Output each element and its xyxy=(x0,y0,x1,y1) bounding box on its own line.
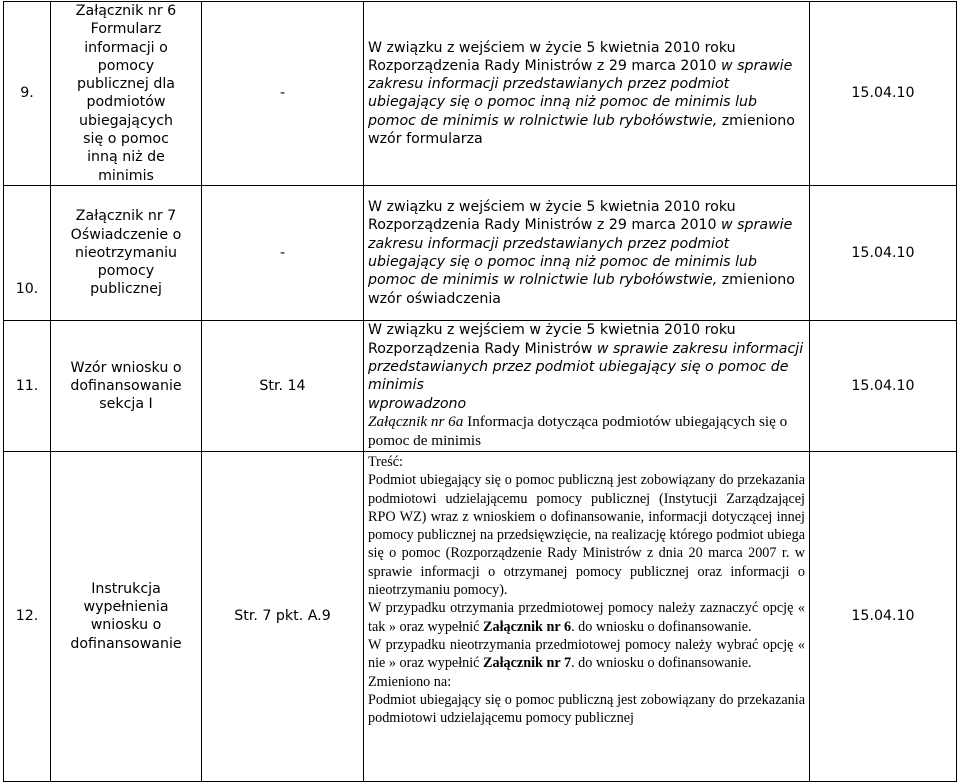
change-date: 15.04.10 xyxy=(810,185,957,320)
document-name: Wzór wniosku o dofinansowanie sekcja I xyxy=(51,320,202,451)
row-number: 12. xyxy=(4,451,51,781)
table-row xyxy=(4,2,957,186)
change-description: W związku z wejściem w życie 5 kwietnia 2010 roku Rozporządzenia Rady Ministrów z 29 marca 2010 w sprawie zakresu informacji przedstawianych przez podmiot ubiegający się o pomoc inną niż pomoc de minimis lub pomoc de minimis w rolnictwie lub rybołówstwie, zmieniono wzór oświadczenia xyxy=(364,185,810,320)
page-reference: Str. 14 xyxy=(202,320,364,451)
table-row xyxy=(4,185,957,320)
row-number: 10. xyxy=(4,185,51,320)
row-number: 11. xyxy=(4,320,51,451)
page-reference: - xyxy=(202,185,364,320)
page-reference: - xyxy=(202,2,364,186)
table-row xyxy=(4,320,957,451)
change-description: W związku z wejściem w życie 5 kwietnia 2010 roku Rozporządzenia Rady Ministrów w sprawie zakresu informacji przedstawianych przez podmiot ubiegający się o pomoc de minimis wprowadzono Załącznik nr 6a Informacja dotycząca podmiotów ubiegających się o pomoc de minimis xyxy=(364,320,810,451)
change-date: 15.04.10 xyxy=(810,451,957,781)
document-name: Instrukcja wypełnienia wniosku o dofinansowanie xyxy=(51,451,202,781)
change-description: Treść: Podmiot ubiegający się o pomoc publiczną jest zobowiązany do przekazania podmiotowi udzielającemu pomocy publicznej (Instytucji Zarządzającej RPO WZ) wraz z wnioskiem o dofinansowanie, informacji dotyczącej innej pomocy publicznej na przedsięwzięcie, na realizację którego podmiot ubiega się o pomoc (Rozporządzenie Rady Ministrów z dnia 20 marca 2007 r. w sprawie informacji o otrzymanej pomocy publicznej oraz informacji o nieotrzymaniu pomocy). W przypadku otrzymania przedmiotowej pomocy należy zaznaczyć opcję « tak » oraz wypełnić Załącznik nr 6. do wniosku o dofinansowanie. W przypadku nieotrzymania przedmiotowej pomocy należy wybrać opcję « nie » oraz wypełnić Załącznik nr 7. do wniosku o dofinansowanie. Zmieniono na: Podmiot ubiegający się o pomoc publiczną jest zobowiązany do przekazania podmiotowi udzielającemu pomocy publicznej xyxy=(364,451,810,781)
change-description: W związku z wejściem w życie 5 kwietnia 2010 roku Rozporządzenia Rady Ministrów z 29 marca 2010 w sprawie zakresu informacji przedstawianych przez podmiot ubiegający się o pomoc inną niż pomoc de minimis lub pomoc de minimis w rolnictwie lub rybołówstwie, zmieniono wzór formularza xyxy=(364,2,810,186)
table-row xyxy=(4,451,957,781)
change-date: 15.04.10 xyxy=(810,2,957,186)
page-reference: Str. 7 pkt. A.9 xyxy=(202,451,364,781)
change-date: 15.04.10 xyxy=(810,320,957,451)
document-name: Załącznik nr 6 Formularz informacji o pomocy publicznej dla podmiotów ubiegających się o pomoc inną niż de minimis xyxy=(51,2,202,186)
document-name: Załącznik nr 7 Oświadczenie o nieotrzymaniu pomocy publicznej xyxy=(51,185,202,320)
changes-table xyxy=(3,1,957,782)
row-number: 9. xyxy=(4,2,51,186)
